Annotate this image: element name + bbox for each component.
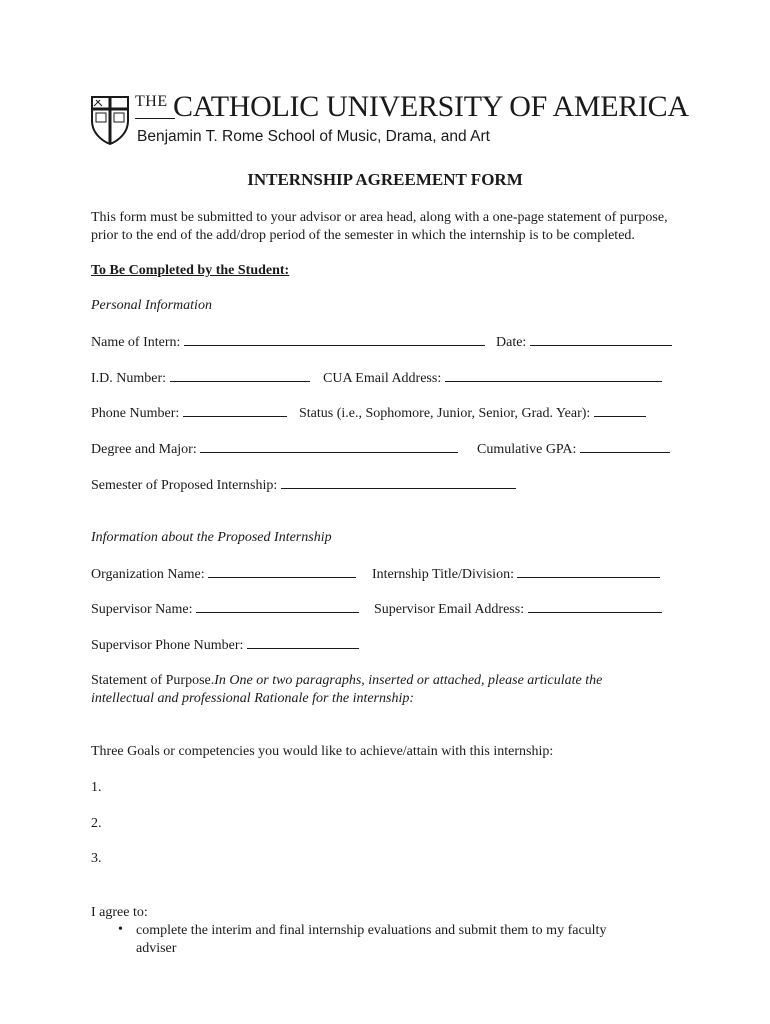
logo-rule bbox=[135, 118, 175, 119]
semester-field bbox=[91, 476, 516, 494]
form-title: INTERNSHIP AGREEMENT FORM bbox=[247, 170, 523, 189]
phone-number-field bbox=[91, 404, 287, 422]
supervisor-email-label: Supervisor Email Address: bbox=[374, 602, 525, 617]
organization-name-input[interactable] bbox=[208, 565, 356, 578]
cua-email-input[interactable] bbox=[445, 369, 662, 382]
intro-text-2: prior to the end of the add/drop period of the semester in which the internship is to be completed. bbox=[91, 228, 635, 243]
degree-major-input[interactable] bbox=[200, 440, 458, 453]
agree-item-1-line1: complete the interim and final internship evaluations and submit them to my faculty bbox=[136, 923, 607, 938]
cumulative-gpa-field bbox=[477, 440, 670, 458]
logo-the: THE bbox=[135, 93, 168, 110]
personal-info-heading: Personal Information bbox=[91, 298, 212, 313]
cua-email-field bbox=[323, 369, 662, 387]
organization-name-label: Organization Name: bbox=[91, 567, 205, 582]
goal-item-1: 1. bbox=[91, 780, 102, 795]
student-section-heading: To Be Completed by the Student: bbox=[91, 263, 290, 278]
internship-title-label: Internship Title/Division: bbox=[372, 567, 514, 582]
supervisor-email-field bbox=[374, 600, 662, 618]
school-name: Benjamin T. Rome School of Music, Drama, and Art bbox=[137, 128, 490, 145]
statement-of-purpose-text bbox=[91, 672, 602, 689]
degree-major-field bbox=[91, 440, 458, 458]
cua-email-label: CUA Email Address: bbox=[323, 371, 442, 386]
cumulative-gpa-label: Cumulative GPA: bbox=[477, 442, 577, 457]
supervisor-phone-field bbox=[91, 636, 359, 654]
internship-info-heading: Information about the Proposed Internship bbox=[91, 530, 332, 545]
university-shield-icon bbox=[90, 95, 130, 145]
name-of-intern-label: Name of Intern: bbox=[91, 335, 181, 350]
goal-item-3: 3. bbox=[91, 851, 102, 866]
supervisor-name-field bbox=[91, 600, 359, 618]
intro-text-1: This form must be submitted to your advisor or area head, along with a one-page statement of purpose, bbox=[91, 210, 668, 225]
id-number-field bbox=[91, 369, 310, 387]
supervisor-email-input[interactable] bbox=[528, 600, 662, 613]
cumulative-gpa-input[interactable] bbox=[580, 440, 670, 453]
agree-item-1-line2: adviser bbox=[136, 941, 177, 956]
organization-name-field bbox=[91, 565, 356, 583]
supervisor-name-label: Supervisor Name: bbox=[91, 602, 193, 617]
id-number-input[interactable] bbox=[170, 369, 310, 382]
statement-label: Statement of Purpose. bbox=[91, 673, 215, 688]
university-name: CATHOLIC UNIVERSITY OF AMERICA bbox=[173, 90, 689, 123]
goals-heading: Three Goals or competencies you would like to achieve/attain with this internship: bbox=[91, 744, 554, 759]
statement-instructions-1: In One or two paragraphs, inserted or attached, please articulate the bbox=[214, 673, 603, 688]
name-of-intern-input[interactable] bbox=[184, 333, 485, 346]
date-input[interactable] bbox=[530, 333, 672, 346]
supervisor-phone-input[interactable] bbox=[247, 636, 359, 649]
name-of-intern-field bbox=[91, 333, 485, 351]
statement-instructions-2: intellectual and professional Rationale for the internship: bbox=[91, 691, 415, 706]
status-field bbox=[299, 404, 646, 422]
status-label: Status (i.e., Sophomore, Junior, Senior, Grad. Year): bbox=[299, 406, 591, 421]
agree-heading: I agree to: bbox=[91, 905, 148, 920]
goal-item-2: 2. bbox=[91, 816, 102, 831]
supervisor-name-input[interactable] bbox=[196, 600, 359, 613]
semester-input[interactable] bbox=[281, 476, 516, 489]
internship-title-field bbox=[372, 565, 660, 583]
date-field bbox=[496, 333, 672, 351]
phone-number-label: Phone Number: bbox=[91, 406, 180, 421]
date-label: Date: bbox=[496, 335, 527, 350]
internship-title-input[interactable] bbox=[517, 565, 660, 578]
phone-number-input[interactable] bbox=[183, 404, 287, 417]
bullet-glyph: • bbox=[118, 922, 123, 937]
supervisor-phone-label: Supervisor Phone Number: bbox=[91, 638, 244, 653]
degree-major-label: Degree and Major: bbox=[91, 442, 197, 457]
id-number-label: I.D. Number: bbox=[91, 371, 167, 386]
semester-label: Semester of Proposed Internship: bbox=[91, 478, 278, 493]
status-input[interactable] bbox=[594, 404, 646, 417]
